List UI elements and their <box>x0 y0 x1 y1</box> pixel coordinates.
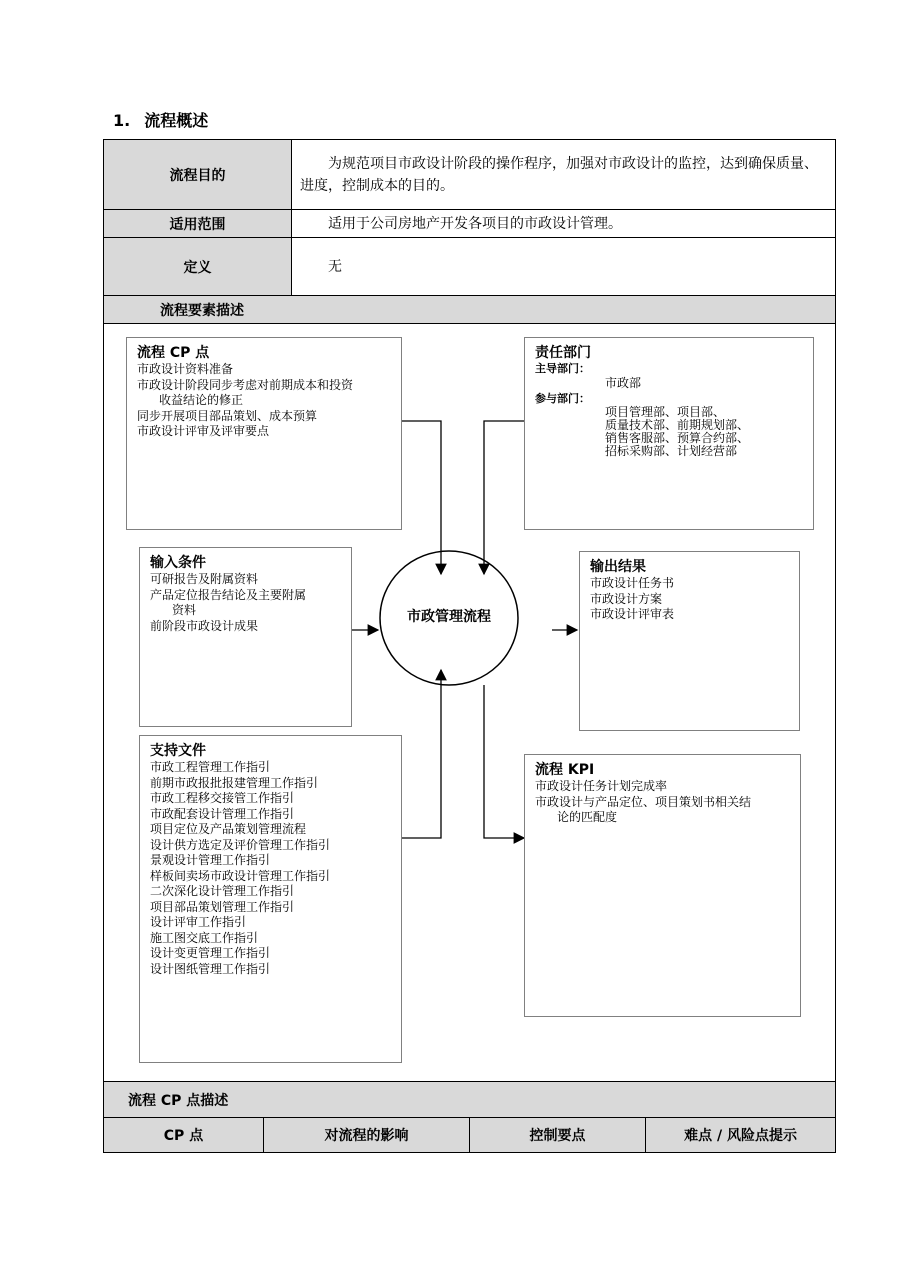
cp-item: 市政设计资料准备 <box>137 362 234 376</box>
column-header-impact: 对流程的影响 <box>264 1118 470 1153</box>
kpi-box <box>524 754 801 1017</box>
support-item: 设计变更管理工作指引 <box>150 946 271 960</box>
participate-dept: 招标采购部、计划经营部 <box>605 443 738 458</box>
cp-item: 收益结论的修正 <box>159 393 244 407</box>
support-title: 支持文件 <box>150 743 206 759</box>
kpi-item: 市政设计任务计划完成率 <box>535 779 668 793</box>
column-header-risk: 难点 / 风险点提示 <box>646 1118 836 1153</box>
kpi-item: 论的匹配度 <box>557 810 618 824</box>
support-item: 施工图交底工作指引 <box>150 930 259 945</box>
elements-section-label: 流程要素描述 <box>104 296 836 324</box>
support-item: 二次深化设计管理工作指引 <box>150 884 295 898</box>
support-item: 设计供方选定及评价管理工作指引 <box>150 837 331 852</box>
kpi-item: 市政设计与产品定位、项目策划书相关结 <box>535 794 752 809</box>
cp-item: 同步开展项目部品策划、成本预算 <box>137 408 318 423</box>
support-item: 设计图纸管理工作指引 <box>150 961 271 976</box>
support-box <box>139 735 402 1063</box>
responsibility-box <box>524 337 814 530</box>
arrow-process-to-kpi <box>484 685 524 838</box>
cp-item: 市政设计阶段同步考虑对前期成本和投资 <box>137 377 354 392</box>
support-item: 景观设计管理工作指引 <box>150 853 271 867</box>
support-item: 市政配套设计管理工作指引 <box>150 806 295 821</box>
arrow-dept-to-process <box>484 421 526 574</box>
arrow-support-to-process <box>401 670 441 838</box>
input-item: 前阶段市政设计成果 <box>150 618 259 633</box>
section-title: 流程概述 <box>144 111 209 130</box>
cp-title: 流程 CP 点 <box>137 345 210 361</box>
cp-box <box>126 337 402 530</box>
support-item: 市政工程管理工作指引 <box>150 760 271 774</box>
lead-dept: 市政部 <box>605 376 642 390</box>
support-item: 市政工程移交接管工作指引 <box>150 791 295 805</box>
input-item: 产品定位报告结论及主要附属 <box>150 587 307 602</box>
output-box <box>579 551 800 731</box>
lead-dept-label: 主导部门： <box>535 362 590 375</box>
output-item: 市政设计方案 <box>590 591 663 606</box>
output-item: 市政设计任务书 <box>590 576 675 590</box>
participate-dept-label: 参与部门： <box>535 391 590 405</box>
scope-text: 适用于公司房地产开发各项目的市政设计管理。 <box>292 210 836 238</box>
cp-description-title: 流程 CP 点描述 <box>104 1082 836 1118</box>
support-item: 样板间卖场市政设计管理工作指引 <box>150 868 331 883</box>
definition-text: 无 <box>292 238 836 296</box>
cp-item: 市政设计评审及评审要点 <box>137 424 270 438</box>
column-header-control: 控制要点 <box>470 1118 646 1153</box>
input-box <box>139 547 352 727</box>
scope-label: 适用范围 <box>104 210 292 238</box>
arrow-cp-to-process <box>401 421 441 574</box>
output-title: 输出结果 <box>590 559 646 575</box>
support-item: 项目部品策划管理工作指引 <box>150 899 295 914</box>
input-item: 资料 <box>172 603 197 617</box>
participate-dept: 销售客服部、预算合约部、 <box>605 430 750 445</box>
cp-description-table <box>103 1081 836 1153</box>
support-item: 设计评审工作指引 <box>150 915 247 929</box>
definition-label: 定义 <box>104 238 292 296</box>
output-item: 市政设计评审表 <box>590 607 675 621</box>
support-item: 前期市政报批报建管理工作指引 <box>150 775 319 790</box>
section-number: 1. <box>113 111 131 130</box>
kpi-title: 流程 KPI <box>535 762 595 778</box>
column-header-cp: CP 点 <box>104 1118 264 1153</box>
responsibility-title: 责任部门 <box>535 345 591 361</box>
input-item: 可研报告及附属资料 <box>150 572 259 586</box>
purpose-label: 流程目的 <box>104 140 292 210</box>
input-title: 输入条件 <box>150 555 206 571</box>
support-item: 项目定位及产品策划管理流程 <box>150 822 307 836</box>
process-label: 市政管理流程 <box>407 609 491 625</box>
participate-dept: 质量技术部、前期规划部、 <box>605 417 750 432</box>
purpose-text: 为规范项目市政设计阶段的操作程序，加强对市政设计的监控，达到确保质量、进度，控制成本的目的。 <box>292 140 836 210</box>
participate-dept: 项目管理部、项目部、 <box>605 404 726 419</box>
